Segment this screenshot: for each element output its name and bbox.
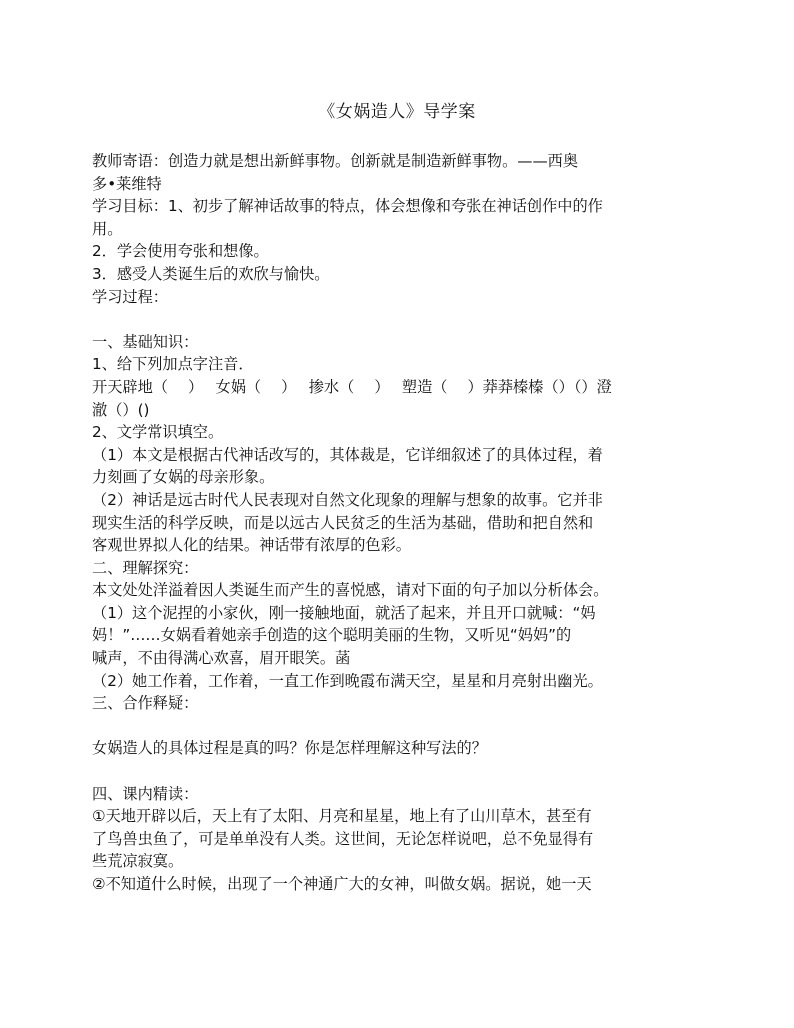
text-line: （2）她工作着，工作着，一直工作到晚霞布满天空，星星和月亮射出幽光。 <box>92 671 603 690</box>
text-line: 学习目标：1、初步了解神话故事的特点，体会想像和夸张在神话创作中的作 <box>92 197 603 216</box>
text-line: 些荒凉寂寞。 <box>92 852 184 871</box>
text-line: 现实生活的科学反映，而是以远古人民贫乏的生活为基础，借助和把自然和 <box>92 513 594 532</box>
text-line: ②不知道什么时候，出现了一个神通广大的女神，叫做女娲。据说，她一天 <box>92 875 592 893</box>
text-line: 2、文学常识填空。 <box>92 423 224 442</box>
text-line: 本文处处洋溢着因人类诞生而产生的喜悦感，请对下面的句子加以分析体会。 <box>92 581 609 600</box>
text-line: 开天辟地（ ） 女娲（ ） 掺水（ ） 塑造（ ）莽莽榛榛（）（）澄 <box>92 377 612 396</box>
text-line: 澈（）() <box>92 400 150 419</box>
document-body <box>92 150 712 896</box>
text-line: （2）神话是远古时代人民表现对自然文化现象的理解与想象的故事。它并非 <box>92 490 603 509</box>
blank-line <box>92 308 712 331</box>
section-heading: 三、合作释疑： <box>92 694 199 713</box>
section-heading: 四、课内精读： <box>92 784 199 803</box>
text-line: 1、给下列加点字注音． <box>92 355 254 374</box>
text-line: 喊声，不由得满心欢喜，眉开眼笑。菡 <box>92 649 351 668</box>
page-title: 《女娲造人》导学案 <box>318 102 476 122</box>
text-line: 教师寄语：创造力就是想出新鲜事物。创新就是制造新鲜事物。——西奥 <box>92 152 578 170</box>
section-heading: 一、基础知识： <box>92 332 199 351</box>
text-line: （1）本文是根据古代神话改写的，其体裁是，它详细叙述了的具体过程，着 <box>92 445 603 464</box>
text-line: 学习过程： <box>92 287 168 306</box>
text-line: 客观世界拟人化的结果。神话带有浓厚的色彩。 <box>92 536 411 555</box>
text-line: ①天地开辟以后，天上有了太阳、月亮和星星，地上有了山川草木，甚至有 <box>92 807 592 826</box>
blank-line <box>92 715 712 738</box>
text-line: 3．感受人类诞生后的欢欣与愉快。 <box>92 264 330 283</box>
text-line: （1）这个泥捏的小家伙，刚一接触地面，就活了起来，并且开口就喊：“妈 <box>92 603 596 622</box>
text-line: 多•莱维特 <box>92 174 162 193</box>
text-line: 力刻画了女娲的母亲形象。 <box>92 468 275 487</box>
text-line: 用。 <box>92 219 123 238</box>
blank-line <box>92 760 712 783</box>
section-heading: 二、理解探究： <box>92 558 199 577</box>
text-line: 妈！”……女娲看着她亲手创造的这个聪明美丽的生物，又听见“妈妈”的 <box>92 626 572 645</box>
text-line: 了鸟兽虫鱼了，可是单单没有人类。这世间，无论怎样说吧，总不免显得有 <box>92 829 594 848</box>
text-line: 女娲造人的具体过程是真的吗？你是怎样理解这种写法的？ <box>92 739 487 758</box>
text-line: 2．学会使用夸张和想像。 <box>92 242 269 261</box>
